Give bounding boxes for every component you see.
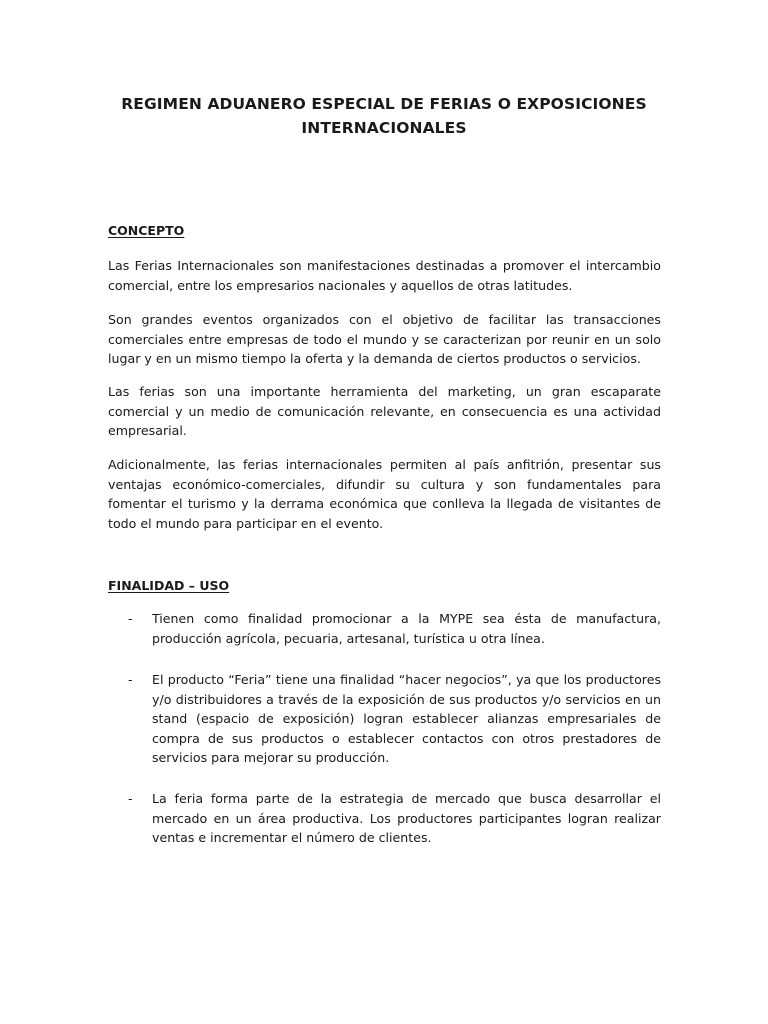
document-title: REGIMEN ADUANERO ESPECIAL DE FERIAS O EXPOSICIONES INTERNACIONALES (121, 95, 647, 137)
bullet-dash: - (128, 611, 133, 626)
paragraph: Son grandes eventos organizados con el objetivo de facilitar las transacciones comerciales entre empresas de todo el mundo y se caracterizan por reunir en un solo lugar y en un mismo tiempo la oferta y la demanda de ciertos productos o servicios. (108, 312, 661, 367)
section-heading-concepto: CONCEPTO (108, 223, 185, 238)
list-item-text: El producto “Feria” tiene una finalidad “hacer negocios”, ya que los productores y/o distribuidores a través de la exposición de sus productos y/o servicios en un stand (espacio de exposición) logran establecer alianzas empresariales de compra de sus productos o establecer contactos con otros prestadores de servicios para mejorar su producción. (152, 672, 661, 766)
list-item-text: Tienen como finalidad promocionar a la MYPE sea ésta de manufactura, producción agrícola, pecuaria, artesanal, turística u otra línea. (152, 611, 661, 646)
bullet-dash: - (128, 672, 133, 687)
paragraph: Las ferias son una importante herramienta del marketing, un gran escaparate comercial y un medio de comunicación relevante, en consecuencia es una actividad empresarial. (108, 384, 661, 439)
paragraph: Adicionalmente, las ferias internacionales permiten al país anfitrión, presentar sus ventajas económico-comerciales, difundir su cultura y son fundamentales para fomentar el turismo y la derrama económica que conlleva la llegada de visitantes de todo el mundo para participar en el evento. (108, 457, 661, 531)
list-item-text: La feria forma parte de la estrategia de mercado que busca desarrollar el mercado en un área productiva. Los productores participantes logran realizar ventas e incrementar el número de clientes. (152, 791, 661, 846)
bullet-dash: - (128, 791, 133, 806)
paragraph: Las Ferias Internacionales son manifestaciones destinadas a promover el intercambio comercial, entre los empresarios nacionales y aquellos de otras latitudes. (108, 258, 661, 293)
section-heading-finalidad: FINALIDAD – USO (108, 578, 230, 593)
